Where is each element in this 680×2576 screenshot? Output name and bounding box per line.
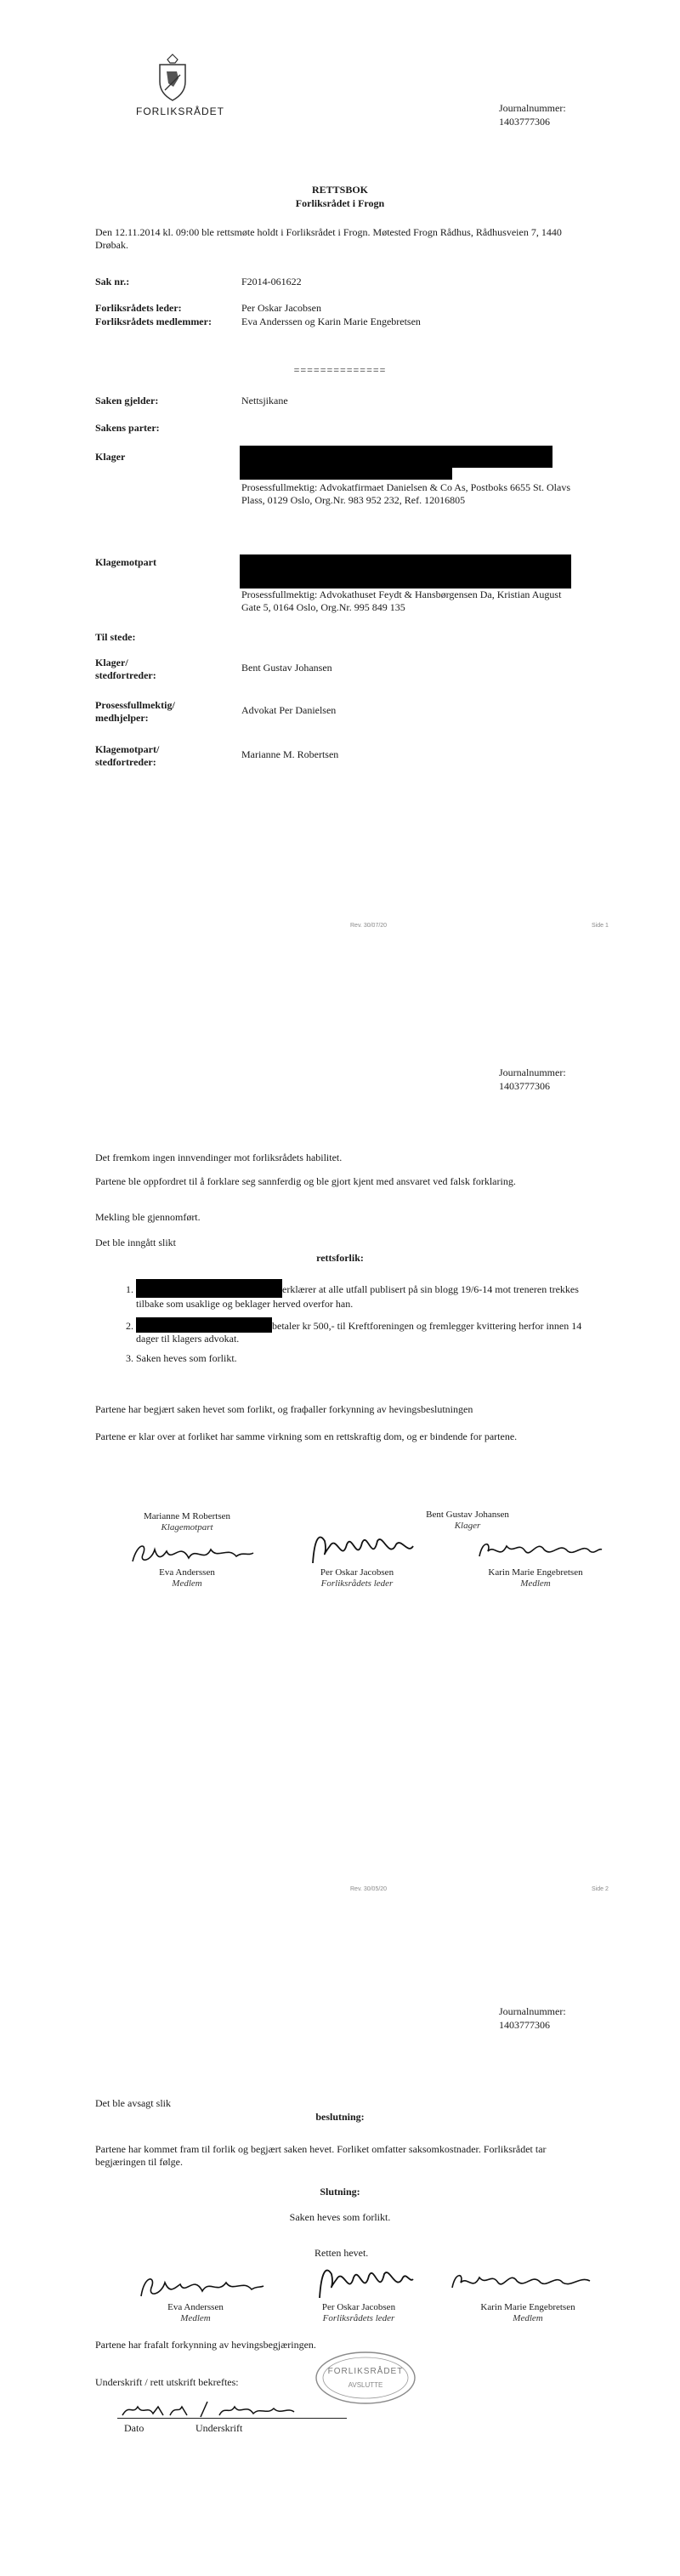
forklaring-text: Partene ble oppfordret til å forklare seg sannferdig og ble gjort kjent med ansvaret ved falsk forklaring. — [95, 1175, 516, 1187]
signer-name: Per Oskar Jacobsen — [321, 2302, 396, 2312]
intro-text: Den 12.11.2014 kl. 09:00 ble rettsmøte holdt i Forliksrådet i Frogn. Møtested Frogn Rådhus, Rådhusveien 7, 1440 Drøbak. — [95, 226, 562, 251]
signature-per — [314, 2262, 416, 2306]
klager-stedfortreder-value: Bent Gustav Johansen — [241, 662, 332, 674]
redacted-klager-name — [240, 446, 552, 468]
klager-label: Klager — [95, 451, 126, 463]
avsagt-text: Det ble avsagt slik — [95, 2097, 171, 2109]
signer-role: Medlem — [172, 1578, 202, 1589]
stamp-subtext: AVSLUTTE — [348, 2381, 383, 2389]
journal-label: Journalnummer: — [499, 1066, 566, 1078]
gjelder-label: Saken gjelder: — [95, 395, 159, 407]
sak-value: F2014-061622 — [241, 276, 302, 287]
tilstede-label: Til stede: — [95, 631, 136, 643]
signer-role: Medlem — [513, 2313, 543, 2323]
habilitet-text: Det fremkom ingen innvendinger mot forliksrådets habilitet. — [95, 1152, 343, 1163]
gjelder-value: Nettsjikane — [241, 395, 288, 407]
signer-role: Medlem — [520, 1578, 551, 1589]
signer-name: Eva Anderssen — [159, 1567, 215, 1578]
medlemmer-label: Forliksrådets medlemmer: — [95, 316, 212, 327]
dato-label: Dato — [124, 2422, 144, 2434]
org-name: FORLIKSRÅDET — [136, 105, 225, 117]
footer-revision: Rev. 30/05/20 — [350, 1886, 388, 1892]
klagemotpart-stedfortreder-value: Marianne M. Robertsen — [241, 748, 339, 760]
signer-name: Per Oskar Jacobsen — [320, 1567, 394, 1578]
signer-role: Medlem — [180, 2313, 211, 2323]
divider-line: ============== — [293, 364, 387, 376]
handwritten-date-signature — [119, 2398, 340, 2425]
frafalt-text: Partene har frafalt forkynning av hevingsbegjæringen. — [95, 2339, 316, 2351]
signature-karin — [449, 2266, 593, 2300]
journal-label: Journalnummer: — [499, 2005, 566, 2017]
redacted-party — [136, 1317, 272, 1333]
signer-name: Marianne M Robertsen — [143, 1511, 231, 1521]
journal-number: 1403777306 — [499, 116, 550, 128]
underskrift-label: Underskrift — [196, 2422, 243, 2434]
crest-logo — [151, 53, 194, 102]
rettskraftig-text: Partene er klar over at forliket har samme virkning som en rettskraftig dom, og er bindende for partene. — [95, 1430, 518, 1442]
footer-revision: Rev. 30/07/20 — [350, 923, 388, 929]
klagemotpart-stedfortreder-label: Klagemotpart/ stedfortreder: — [95, 743, 160, 768]
list-item: 3. Saken heves som forlikt. — [136, 1352, 590, 1365]
prosessfullmektig-label: Prosessfullmektig/ medhjelper: — [95, 699, 175, 724]
document-title: RETTSBOK — [311, 184, 369, 196]
document-subtitle: Forliksrådet i Frogn — [295, 197, 385, 209]
leder-value: Per Oskar Jacobsen — [241, 302, 321, 314]
footer-page: Side 2 — [592, 1886, 609, 1892]
klagemotpart-fullmektig: Prosessfullmektig: Advokathuset Feydt & Hansbørgensen Da, Kristian August Gate 5, 0164 Oslo, Org.Nr. 995 849 135 — [241, 589, 562, 613]
parter-label: Sakens parter: — [95, 422, 160, 434]
signer-role: Klagemotpart — [161, 1522, 213, 1533]
journal-number: 1403777306 — [499, 2019, 550, 2031]
leder-label: Forliksrådets leder: — [95, 302, 182, 314]
signer-name: Karin Marie Engebretsen — [480, 2302, 575, 2312]
signer-role: Forliksrådets leder — [322, 2313, 395, 2323]
bekreftes-text: Underskrift / rett utskrift bekreftes: — [95, 2376, 239, 2388]
list-item: 1. erklærer at alle utfall publisert på sin blogg 19/6-14 mot treneren trekkes tilbake som usaklige og beklager herved overfor han. — [136, 1279, 590, 1311]
redacted-party — [136, 1279, 282, 1298]
signer-name: Eva Anderssen — [167, 2302, 224, 2312]
sak-label: Sak nr.: — [95, 276, 130, 287]
redacted-klagemotpart-name — [240, 554, 571, 589]
prosessfullmektig-value: Advokat Per Danielsen — [241, 704, 337, 716]
retten-hevet-text: Retten hevet. — [314, 2247, 369, 2259]
journal-label: Journalnummer: — [499, 102, 566, 114]
signer-name: Bent Gustav Johansen — [426, 1510, 509, 1520]
footer-page: Side 1 — [592, 923, 609, 929]
beslutning-text: Partene har kommet fram til forlik og begjært saken hevet. Forliket omfatter saksomkostnader. Forliksrådet tar begjæringen til følge. — [95, 2143, 547, 2168]
mekling-text: Mekling ble gjennomført. — [95, 1211, 201, 1223]
redacted-klager-address — [240, 468, 452, 480]
signer-name: Karin Marie Engebretsen — [488, 1567, 583, 1578]
date-signature-line — [117, 2418, 347, 2419]
signature-karin — [476, 1534, 604, 1569]
slutning-heading: Slutning: — [320, 2186, 360, 2198]
klager-stedfortreder-label: Klager/ stedfortreder: — [95, 657, 156, 681]
medlemmer-value: Eva Anderssen og Karin Marie Engebretsen — [241, 316, 421, 327]
list-item: 2. betaler kr 500,- til Kreftforeningen og fremlegger kvittering herfor innen 14 dager til klagers advokat. — [136, 1317, 590, 1345]
begjart-text: Partene har begjært saken hevet som forlikt, og fraфaller forkynning av hevingsbeslutningen — [95, 1403, 473, 1415]
stamp-text: FORLIKSRÅDET — [327, 2367, 404, 2376]
journal-number: 1403777306 — [499, 1080, 550, 1092]
signer-role: Forliksrådets leder — [320, 1578, 394, 1589]
rettsforlik-heading: rettsforlik: — [316, 1252, 364, 1264]
slutning-text: Saken heves som forlikt. — [289, 2211, 391, 2223]
beslutning-heading: beslutning: — [315, 2111, 365, 2123]
inngatt-text: Det ble inngått slikt — [95, 1237, 176, 1248]
rettsforlik-list — [122, 1279, 590, 1372]
klagemotpart-label: Klagemotpart — [95, 556, 156, 568]
signer-role: Klager — [454, 1521, 481, 1531]
klager-fullmektig: Prosessfullmektig: Advokatfirmaet Danielsen & Co As, Postboks 6655 St. Olavs Plass, 0129 Oslo, Org.Nr. 983 952 232, Ref. 12016805 — [241, 481, 570, 506]
